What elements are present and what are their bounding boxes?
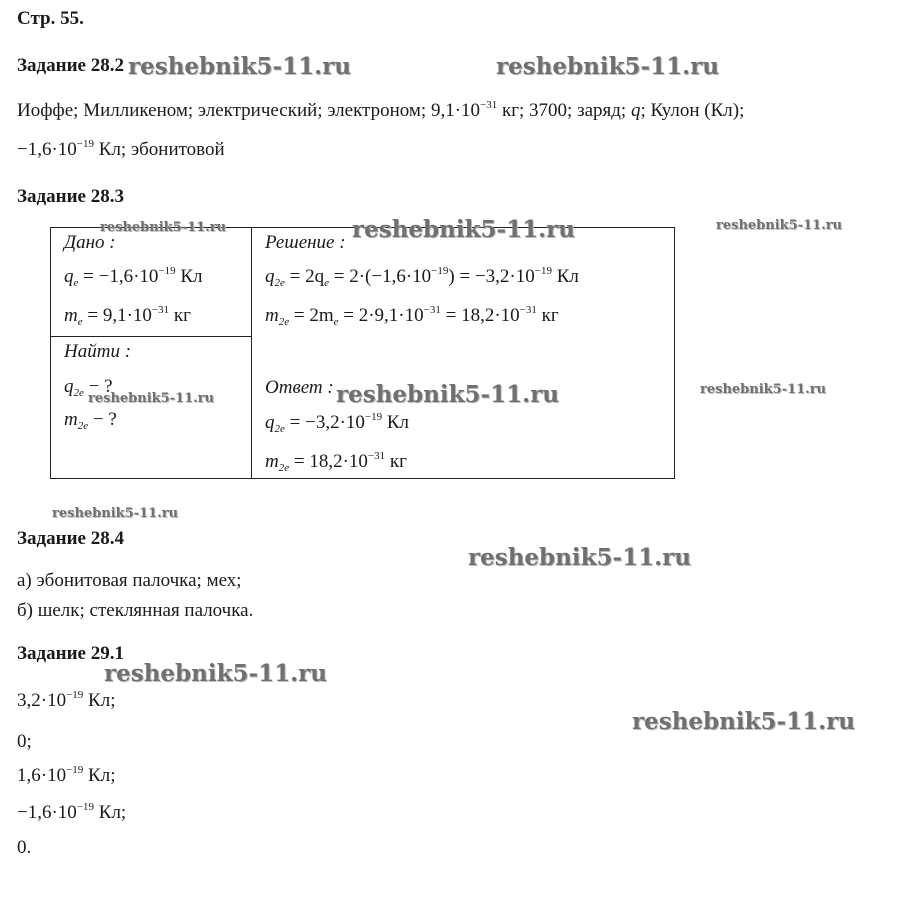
answer-item: 0;	[17, 731, 32, 752]
watermark: reshebnik5-11.ru	[632, 708, 855, 735]
answer-charge: $q_{2e} = -3,2\cdot 10^{-19}$ Кл	[265, 411, 410, 435]
solution-cell	[251, 227, 675, 479]
page-header: Стр. 55.	[17, 8, 84, 29]
answer-item: $-1,6\cdot 10^{-19}$ Кл;	[17, 801, 127, 823]
solution-mass: $m_{2e} = 2m_e = 2\cdot 9,1\cdot 10^{-31} = 18,2\cdot 10^{-31}$ кг	[265, 304, 559, 328]
text: Кл; эбонитовой	[94, 139, 225, 160]
watermark: reshebnik5-11.ru	[100, 220, 227, 235]
task-28-2-line-2	[17, 139, 225, 161]
watermark: reshebnik5-11.ru	[700, 382, 827, 397]
electron-mass-value: $9,1\cdot 10^{-31}$	[430, 99, 498, 121]
task-28-3-heading: Задание 28.3	[17, 186, 124, 207]
solution-charge: $q_{2e} = 2q_e = 2\cdot(-1,6\cdot 10^{-19}) = -3,2\cdot 10^{-19}$ Кл	[265, 265, 579, 289]
charge-symbol: q	[630, 100, 641, 121]
watermark: reshebnik5-11.ru	[496, 53, 719, 80]
task-28-4-line-a: а) эбонитовая палочка; мех;	[17, 570, 242, 591]
given-label: Дано :	[64, 232, 116, 253]
task-28-2-heading: Задание 28.2	[17, 55, 124, 76]
answer-mass: $m_{2e} = 18,2\cdot 10^{-31}$ кг	[265, 450, 407, 474]
answer-item: 0.	[17, 837, 32, 858]
task-29-1-heading: Задание 29.1	[17, 643, 124, 664]
watermark: reshebnik5-11.ru	[716, 218, 843, 233]
answer-label: Ответ :	[265, 377, 334, 398]
find-mass: $m_{2e}$ − ?	[64, 409, 117, 432]
task-28-4-line-b: б) шелк; стеклянная палочка.	[17, 600, 254, 621]
find-label: Найти :	[64, 341, 132, 362]
given-charge: $q_e = -1,6\cdot 10^{-19}$ Кл	[64, 265, 203, 289]
solution-label: Решение :	[265, 232, 346, 253]
watermark: reshebnik5-11.ru	[52, 506, 179, 521]
electron-charge-value: $-1,6\cdot 10^{-19}$	[17, 138, 95, 160]
answer-item: $1,6\cdot 10^{-19}$ Кл;	[17, 764, 116, 786]
watermark: reshebnik5-11.ru	[352, 216, 575, 243]
watermark: reshebnik5-11.ru	[468, 544, 691, 571]
given-mass: $m_e = 9,1\cdot 10^{-31}$ кг	[64, 304, 191, 328]
task-28-2-line-1	[17, 100, 744, 122]
text: ; Кулон (Кл);	[640, 100, 745, 121]
watermark: reshebnik5-11.ru	[336, 381, 559, 408]
task-28-4-heading: Задание 28.4	[17, 528, 124, 549]
watermark: reshebnik5-11.ru	[88, 391, 215, 406]
watermark: reshebnik5-11.ru	[104, 660, 327, 687]
text: Иоффе; Милликеном; электрический; электроном;	[17, 100, 431, 121]
find-charge: $q_{2e}$ − ?	[64, 376, 113, 399]
watermark: reshebnik5-11.ru	[128, 53, 351, 80]
text: кг; 3700; заряд;	[497, 100, 631, 121]
answer-item: $3,2\cdot 10^{-19}$ Кл;	[17, 689, 116, 711]
